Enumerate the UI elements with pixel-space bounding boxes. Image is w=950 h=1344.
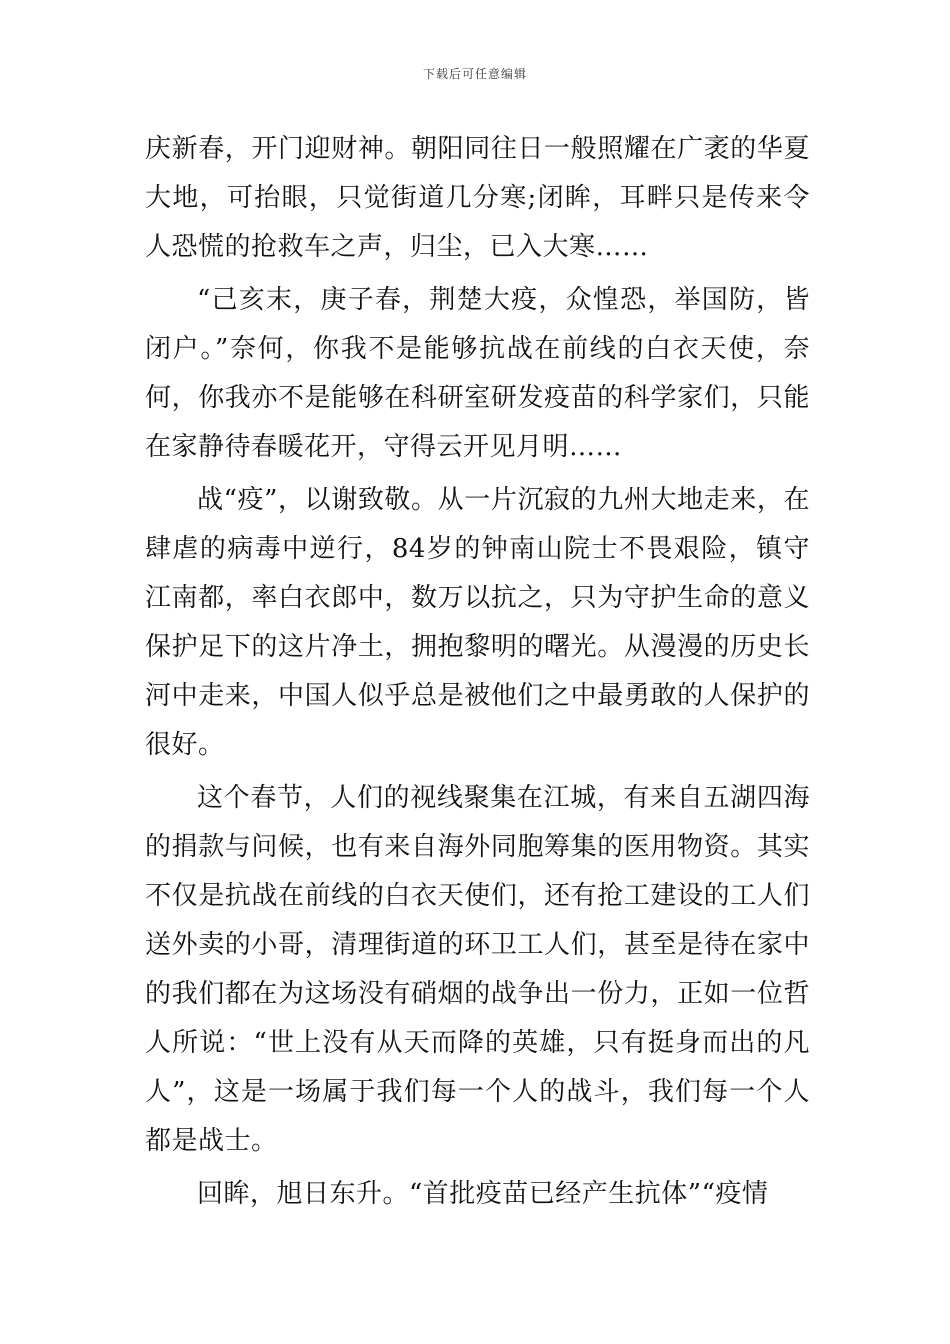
document-body [145,125,810,1219]
paragraph-5: 回眸，旭日东升。“首批疫苗已经产生抗体”“疫情 [197,1179,769,1209]
paragraph-4: 这个春节，人们的视线聚集在江城，有来自五湖四海的捐款与问候，也有来自海外同胞筹集的医用物资。其实不仅是抗战在前线的白衣天使们，还有抢工建设的工人们送外卖的小哥，清理街道的环卫工人们，甚至是待在家中的我们都在为这场没有硝烟的战争出一份力，正如一位哲人所说：“世上没有从天而降的英雄，只有挺身而出的凡人”，这是一场属于我们每一个人的战斗，我们每一个人都是战士。 [145,783,810,1156]
paragraph-3: 战“疫”，以谢致敬。从一片沉寂的九州大地走来，在肆虐的病毒中逆行，84岁的钟南山院士不畏艰险，镇守江南都，率白衣郎中，数万以抗之，只为守护生命的意义保护足下的这片净土，拥抱黎明的曙光。从漫漫的历史长河中走来，中国人似乎总是被他们之中最勇敢的人保护的很好。 [145,485,810,760]
paragraph-2: “己亥末，庚子春，荆楚大疫，众惶恐，举国防，皆闭户。”奈何，你我不是能够抗战在前线的白衣天使，奈何，你我亦不是能够在科研室研发疫苗的科学家们，只能在家静待春暖花开，守得云开见月明…… [145,285,810,462]
page-header: 下载后可任意编辑 [422,67,527,81]
paragraph-1: 庆新春，开门迎财神。朝阳同往日一般照耀在广袤的华夏大地，可抬眼，只觉街道几分寒;闭眸，耳畔只是传来令人恐慌的抢救车之声，归尘，已入大寒…… [145,134,810,262]
